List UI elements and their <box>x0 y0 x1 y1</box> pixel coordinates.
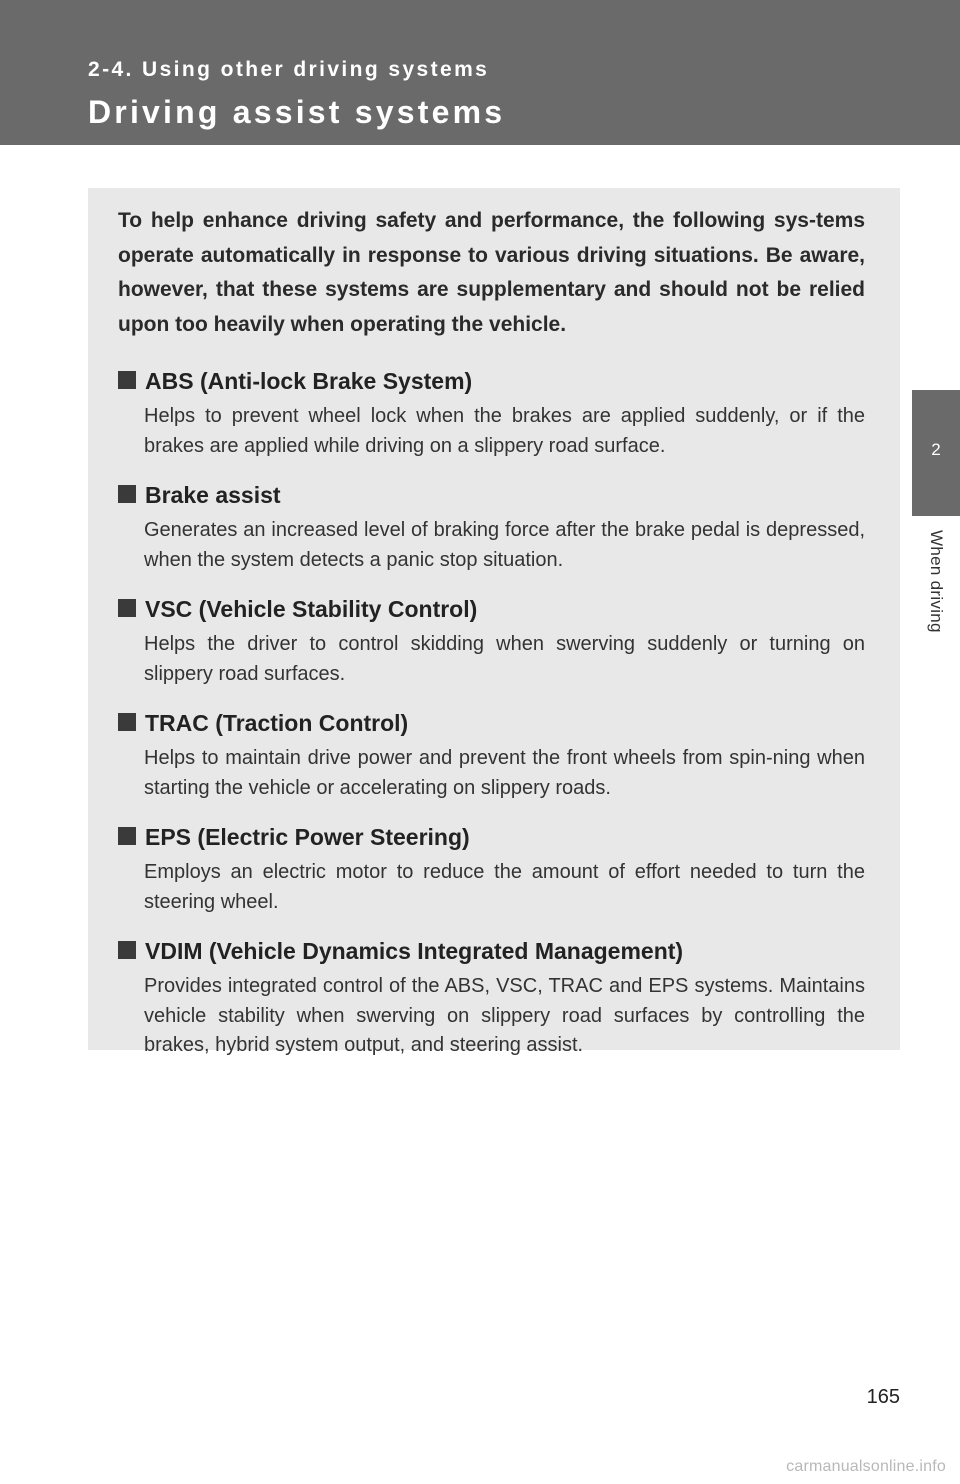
feature-list <box>118 366 865 1061</box>
square-bullet-icon <box>118 941 136 959</box>
page-number: 165 <box>866 1386 900 1408</box>
feature-vdim <box>118 936 865 1061</box>
feature-heading-text: VSC (Vehicle Stability Control) <box>145 596 478 622</box>
watermark-link[interactable]: carmanualsonline.info <box>786 1458 946 1475</box>
feature-heading-text: TRAC (Traction Control) <box>145 710 409 736</box>
square-bullet-icon <box>118 713 136 731</box>
feature-body: Helps to prevent wheel lock when the brakes are applied suddenly, or if the brakes are applied while driving on a slippery road surface. <box>144 405 865 457</box>
feature-trac <box>118 708 865 803</box>
feature-body: Helps to maintain drive power and prevent the front wheels from spin-ning when starting the vehicle or accelerating on slippery roads. <box>144 747 865 799</box>
feature-vsc <box>118 594 865 689</box>
feature-heading <box>118 480 865 510</box>
feature-body: Generates an increased level of braking force after the brake pedal is depressed, when the system detects a panic stop situation. <box>144 519 865 571</box>
feature-body: Provides integrated control of the ABS, VSC, TRAC and EPS systems. Maintains vehicle stability when swerving on slippery road surfaces by controlling the brakes, hybrid system output, and steering assist. <box>144 975 865 1056</box>
square-bullet-icon <box>118 599 136 617</box>
feature-heading <box>118 366 865 396</box>
feature-heading <box>118 594 865 624</box>
page-header <box>0 0 960 145</box>
section-label: 2-4. Using other driving systems <box>88 58 490 81</box>
feature-eps <box>118 822 865 917</box>
feature-heading-text: ABS (Anti-lock Brake System) <box>145 368 473 394</box>
feature-heading <box>118 822 865 852</box>
feature-heading <box>118 708 865 738</box>
content-box <box>88 188 900 1056</box>
feature-heading-text: EPS (Electric Power Steering) <box>145 824 470 850</box>
intro-text: To help enhance driving safety and performance, the following sys-tems operate automatically in response to various driving situations. Be aware, however, that these systems are supplementary and should not be relied upon too heavily when operating the vehicle. <box>118 209 865 336</box>
chapter-tab[interactable] <box>912 390 960 516</box>
square-bullet-icon <box>118 371 136 389</box>
feature-heading-text: Brake assist <box>145 482 281 508</box>
chapter-label: When driving <box>927 530 946 633</box>
feature-body: Helps the driver to control skidding when swerving suddenly or turning on slippery road surfaces. <box>144 633 865 685</box>
feature-brake-assist <box>118 480 865 575</box>
feature-heading <box>118 936 865 966</box>
feature-heading-text: VDIM (Vehicle Dynamics Integrated Management) <box>145 938 684 964</box>
chapter-label-wrapper <box>912 530 960 680</box>
square-bullet-icon <box>118 827 136 845</box>
square-bullet-icon <box>118 485 136 503</box>
chapter-number: 2 <box>931 440 941 459</box>
feature-body: Employs an electric motor to reduce the amount of effort needed to turn the steering wheel. <box>144 861 865 913</box>
feature-abs <box>118 366 865 461</box>
page-title: Driving assist systems <box>88 94 506 130</box>
